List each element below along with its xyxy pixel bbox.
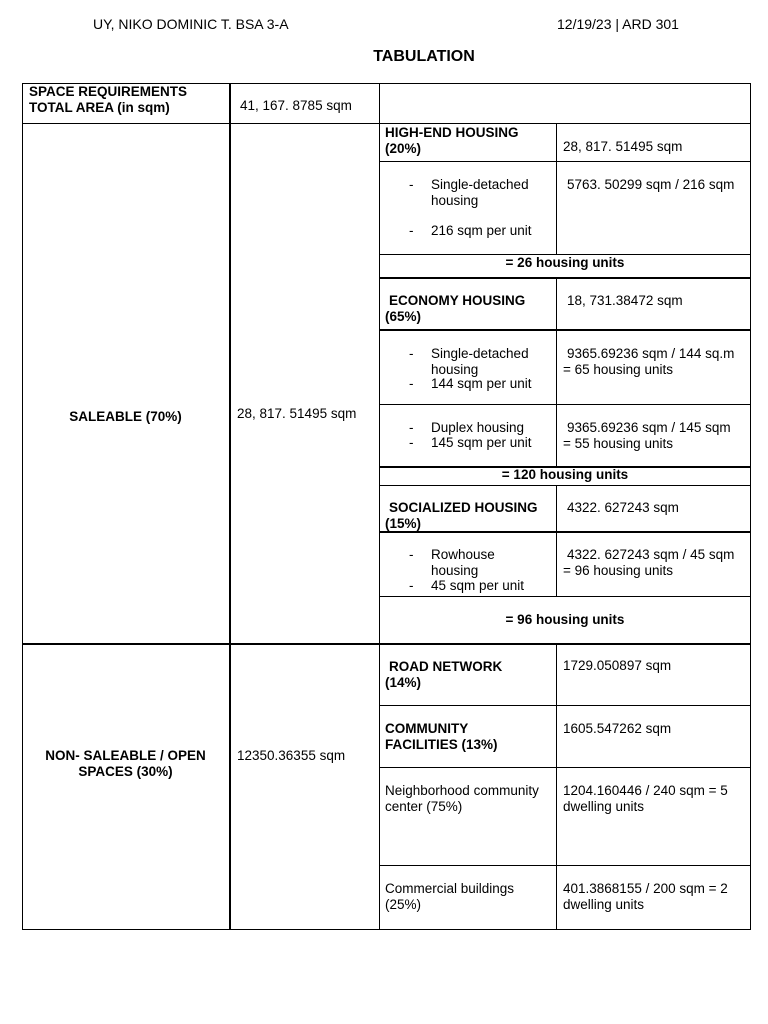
economy-b-calc: 9365.69236 sqm / 145 sqm = 55 housing units [563, 420, 731, 451]
economy-b-size: 145 sqm per unit [431, 435, 532, 450]
socialized-type: Rowhouse housing [431, 547, 495, 578]
economy-a-size: 144 sqm per unit [431, 376, 532, 391]
list-bullet: - [409, 223, 414, 238]
saleable-label: SALEABLE (70%) [69, 409, 182, 424]
socialized-total: = 96 housing units [505, 612, 625, 627]
economy-a-calc: 9365.69236 sqm / 144 sq.m = 65 housing units [563, 346, 735, 377]
high-end-item-type: Single-detached housing [431, 177, 529, 208]
page-title: TABULATION [373, 48, 475, 65]
list-bullet: - [409, 435, 414, 450]
list-bullet: - [409, 547, 414, 562]
non-saleable-label: NON- SALEABLE / OPEN SPACES (30%) [45, 748, 206, 779]
total-value: 41, 167. 8785 sqm [240, 98, 352, 113]
economy-label: ECONOMY HOUSING (65%) [385, 293, 526, 324]
author-line: UY, NIKO DOMINIC T. BSA 3-A [93, 16, 289, 32]
socialized-label: SOCIALIZED HOUSING (15%) [385, 500, 538, 531]
high-end-calc: 5763. 50299 sqm / 216 sqm [567, 177, 735, 192]
list-bullet: - [409, 376, 414, 391]
list-bullet: - [409, 346, 414, 361]
community-facilities-area: 1605.547262 sqm [563, 721, 672, 736]
economy-b-type: Duplex housing [431, 420, 525, 435]
date-course-line: 12/19/23 | ARD 301 [557, 16, 679, 32]
socialized-calc: 4322. 627243 sqm / 45 sqm = 96 housing units [563, 547, 735, 578]
high-end-area: 28, 817. 51495 sqm [563, 139, 683, 154]
high-end-total: = 26 housing units [505, 255, 625, 270]
saleable-area: 28, 817. 51495 sqm [237, 406, 357, 421]
economy-area: 18, 731.38472 sqm [567, 293, 683, 308]
commercial-buildings-calc: 401.3868155 / 200 sqm = 2 dwelling units [563, 881, 728, 912]
total-label: SPACE REQUIREMENTS TOTAL AREA (in sqm) [29, 84, 188, 115]
commercial-buildings-label: Commercial buildings (25%) [385, 881, 515, 912]
economy-a-type: Single-detached housing [431, 346, 529, 377]
list-bullet: - [409, 177, 414, 192]
community-facilities-label: COMMUNITY FACILITIES (13%) [385, 721, 498, 752]
non-saleable-area: 12350.36355 sqm [237, 748, 346, 763]
neighborhood-center-calc: 1204.160446 / 240 sqm = 5 dwelling units [563, 783, 728, 814]
high-end-label: HIGH-END HOUSING (20%) [385, 125, 519, 156]
socialized-area: 4322. 627243 sqm [567, 500, 679, 515]
list-bullet: - [409, 578, 414, 593]
road-network-area: 1729.050897 sqm [563, 658, 672, 673]
road-network-label: ROAD NETWORK (14%) [385, 659, 503, 690]
high-end-item-size: 216 sqm per unit [431, 223, 532, 238]
socialized-size: 45 sqm per unit [431, 578, 525, 593]
neighborhood-center-label: Neighborhood community center (75%) [385, 783, 539, 814]
list-bullet: - [409, 420, 414, 435]
economy-total: = 120 housing units [501, 467, 629, 482]
